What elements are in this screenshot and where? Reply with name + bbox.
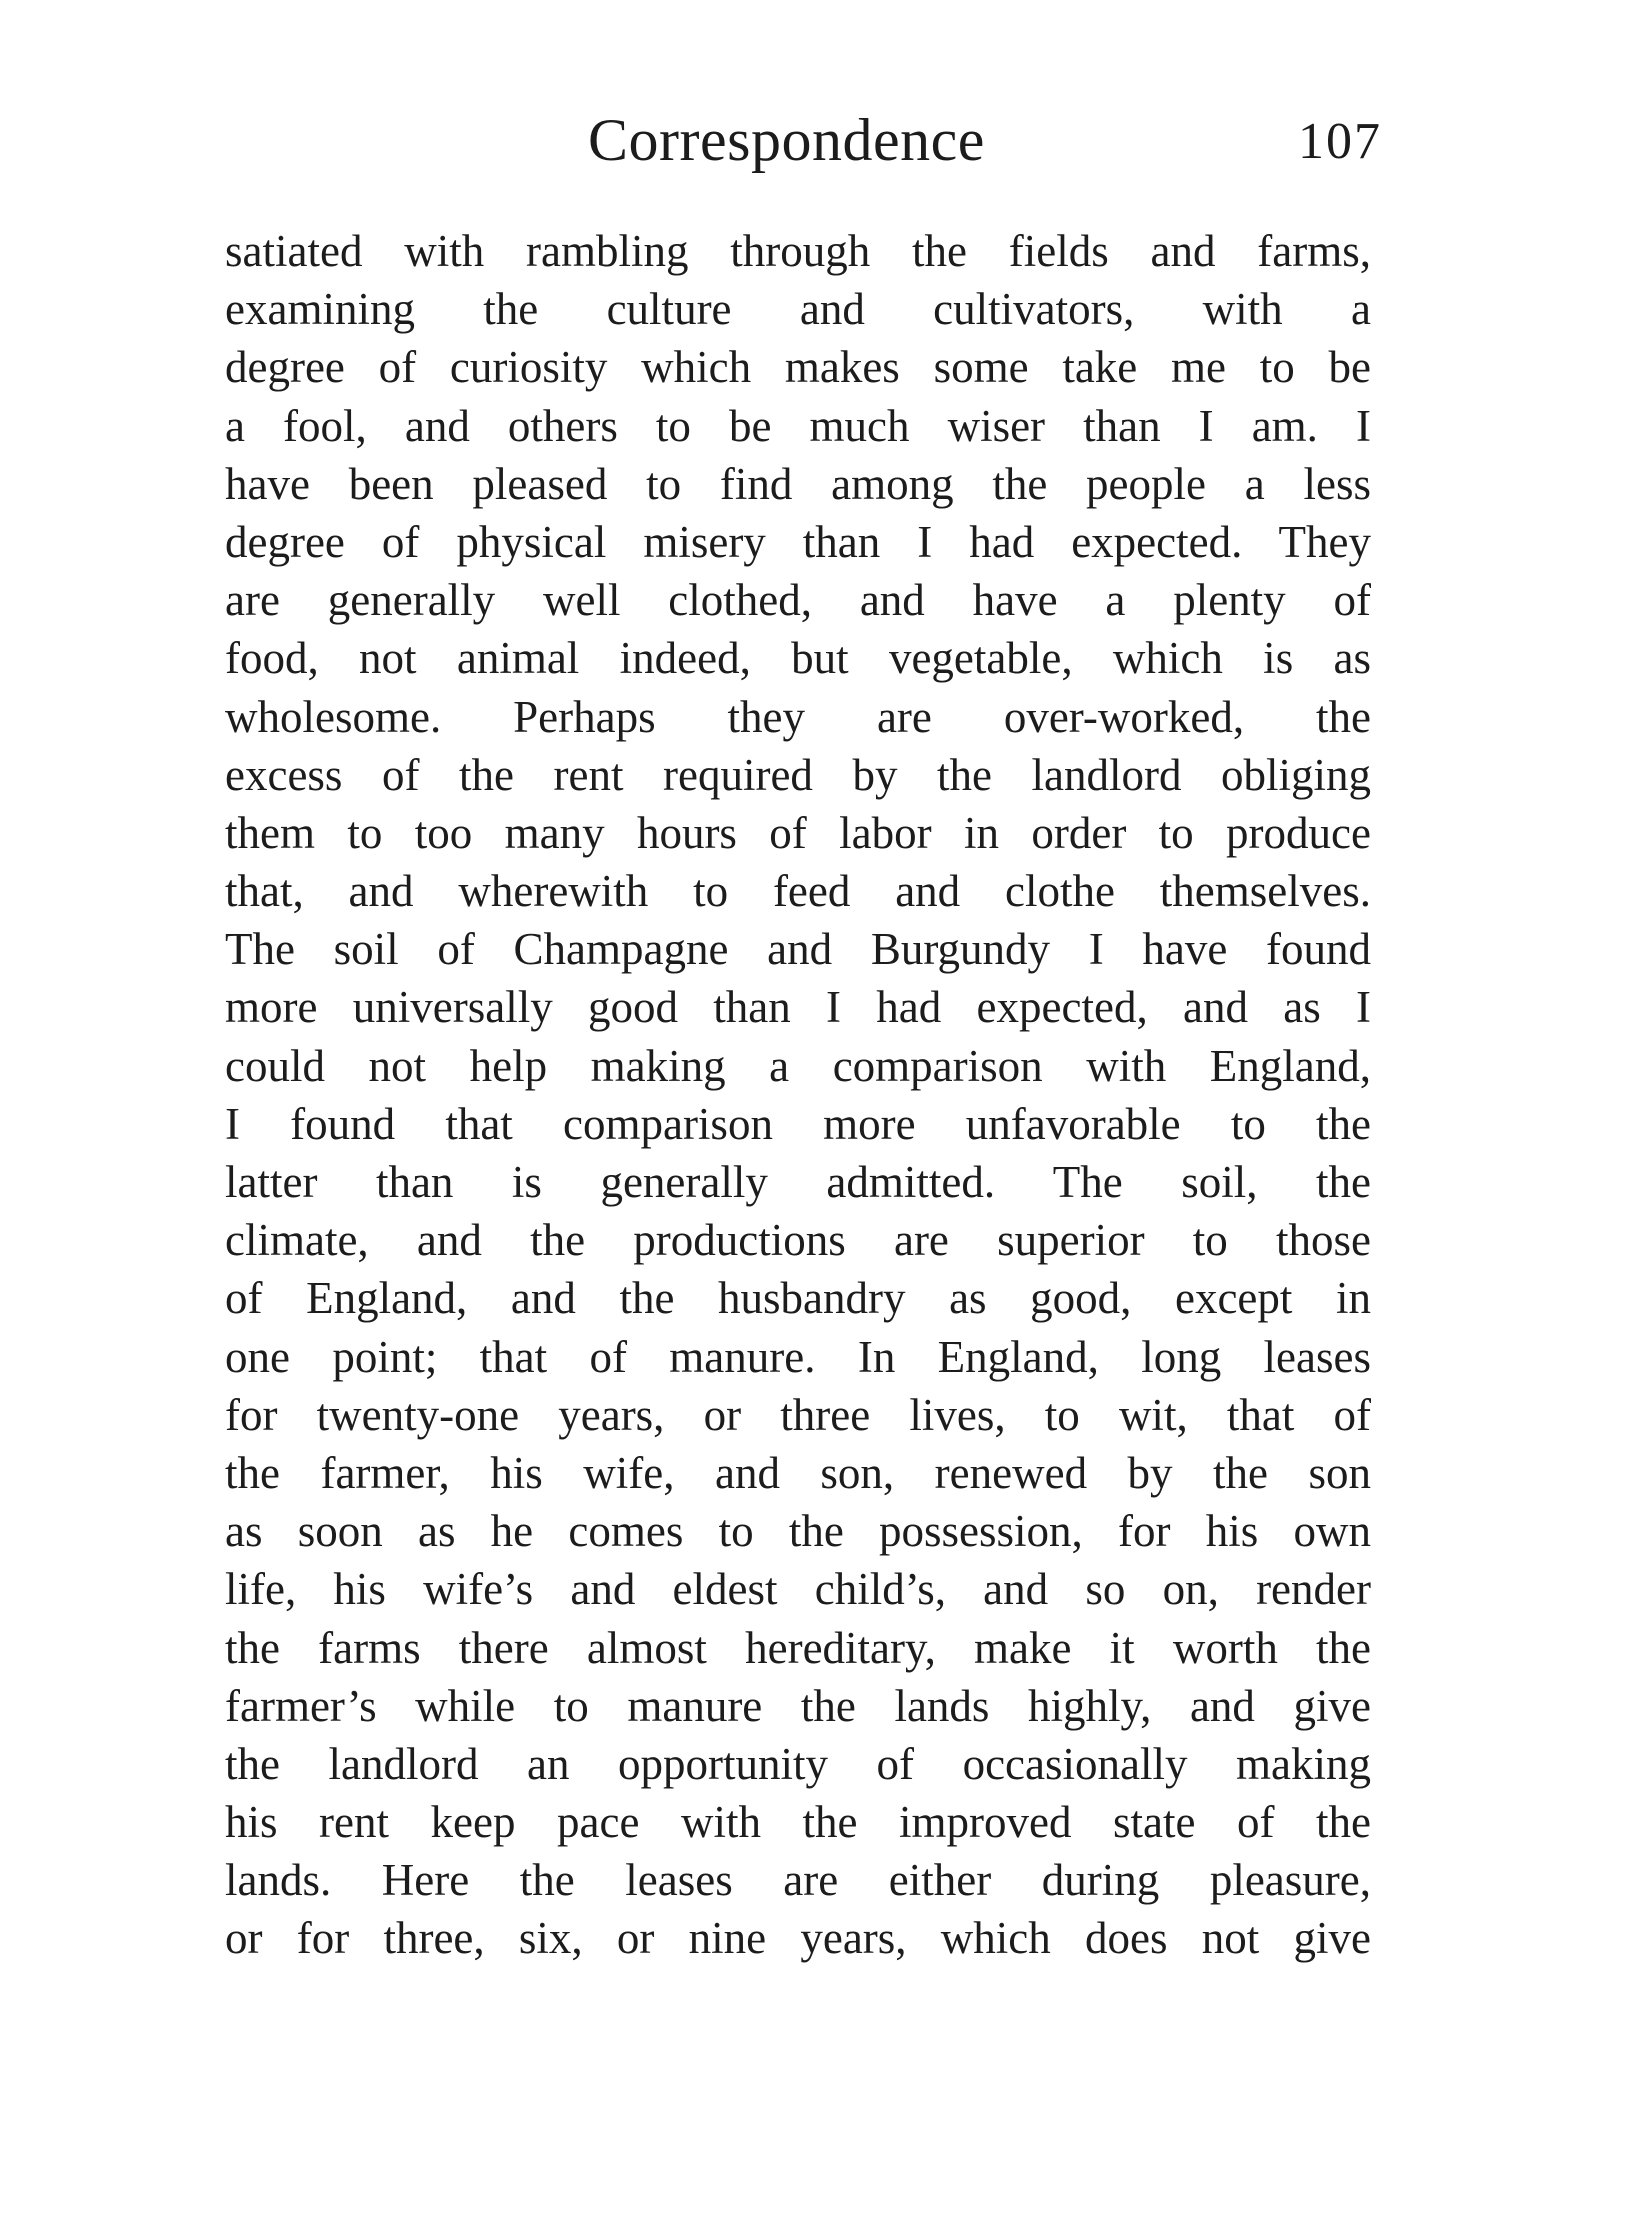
text-line: that, and wherewith to feed and clothe themselves. <box>225 866 1371 917</box>
text-line: of England, and the husbandry as good, except in <box>225 1273 1371 1324</box>
text-line: the farms there almost hereditary, make it worth the <box>225 1622 1371 1673</box>
text-line: The soil of Champagne and Burgundy I have found <box>225 924 1371 975</box>
text-line: his rent keep pace with the improved state of the <box>225 1797 1371 1848</box>
text-line: excess of the rent required by the landlord obliging <box>225 749 1371 800</box>
text-line: satiated with rambling through the fields and farms, <box>225 226 1371 276</box>
text-line: have been pleased to find among the people a less <box>225 458 1371 509</box>
text-line: lands. Here the leases are either during pleasure, <box>225 1855 1371 1906</box>
text-line: for twenty-one years, or three lives, to wit, that of <box>225 1389 1371 1440</box>
running-head <box>0 100 1632 180</box>
text-line: wholesome. Perhaps they are over-worked, the <box>225 691 1371 742</box>
text-line: are generally well clothed, and have a plenty of <box>225 575 1371 626</box>
text-line: the farmer, his wife, and son, renewed by the son <box>225 1447 1371 1498</box>
text-line: the landlord an opportunity of occasionally making <box>225 1738 1371 1789</box>
text-line: I found that comparison more unfavorable to the <box>225 1098 1371 1149</box>
text-line: climate, and the productions are superior to those <box>225 1215 1371 1266</box>
text-line: or for three, six, or nine years, which does not give <box>225 1913 1371 1964</box>
text-line: life, his wife’s and eldest child’s, and so on, render <box>225 1564 1371 1615</box>
text-line: latter than is generally admitted. The soil, the <box>225 1157 1371 1207</box>
text-line: degree of curiosity which makes some take me to be <box>225 342 1371 393</box>
text-line: farmer’s while to manure the lands highly, and give <box>225 1680 1371 1731</box>
text-line: degree of physical misery than I had expected. They <box>225 516 1371 567</box>
text-line: a fool, and others to be much wiser than I am. I <box>225 400 1371 451</box>
text-line: one point; that of manure. In England, long leases <box>225 1331 1371 1382</box>
body-text <box>225 222 1371 1968</box>
text-line: could not help making a comparison with England, <box>225 1040 1371 1091</box>
text-line: as soon as he comes to the possession, for his own <box>225 1506 1371 1557</box>
text-line: examining the culture and cultivators, with a <box>225 284 1371 335</box>
text-line: food, not animal indeed, but vegetable, which is as <box>225 633 1371 684</box>
running-head-title: Correspondence <box>588 107 985 173</box>
page-number: 107 <box>1298 113 1382 170</box>
text-line: more universally good than I had expected, and as I <box>225 982 1371 1033</box>
text-line: them to too many hours of labor in order to produce <box>225 807 1371 858</box>
